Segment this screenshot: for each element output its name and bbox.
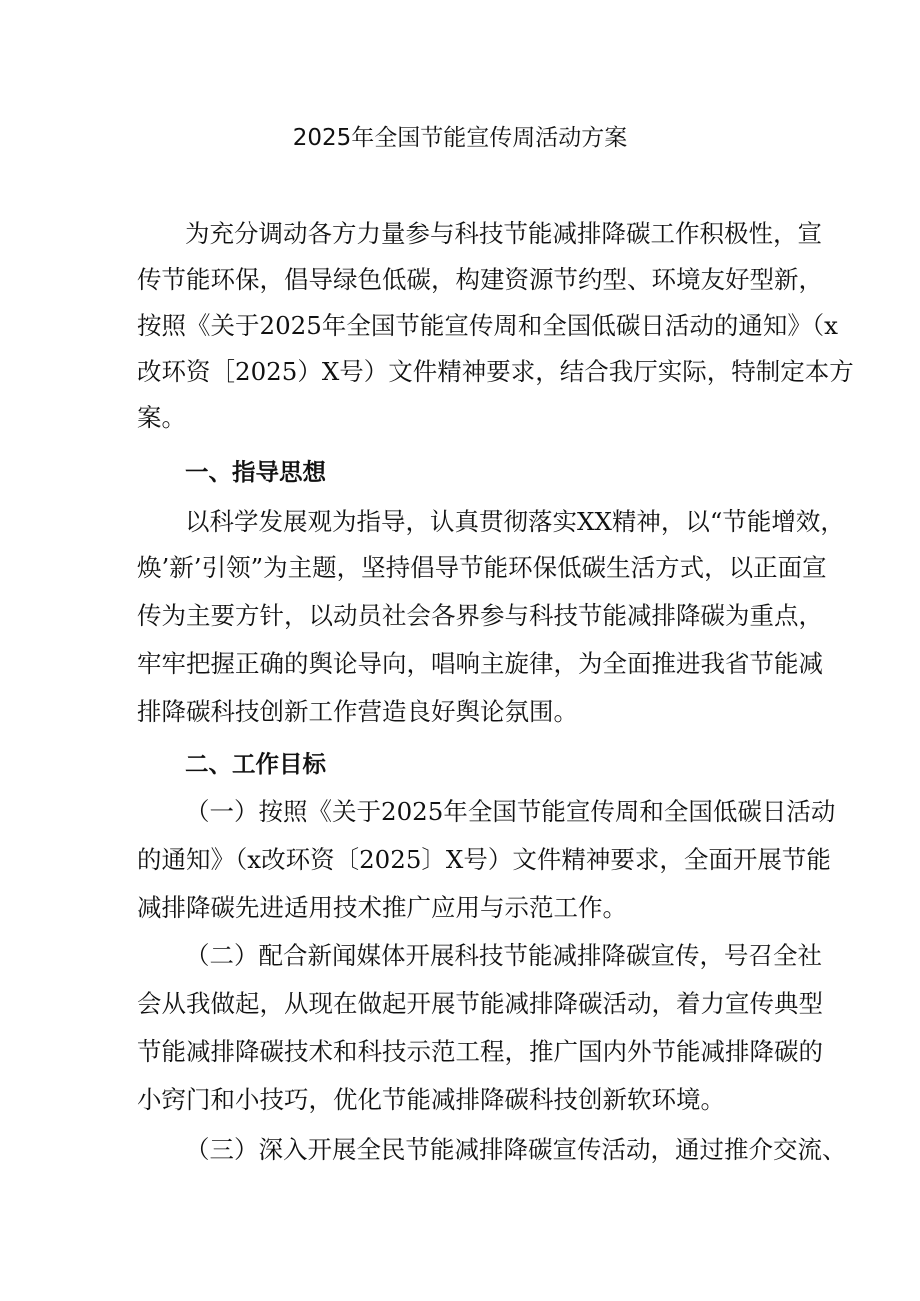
paragraph-line: 牢牢把握正确的舆论导向，唱响主旋律，为全面推进我省节能减	[137, 649, 823, 678]
paragraph-line: 的通知》（x改环资〔2025〕X号）文件精神要求，全面开展节能	[137, 845, 831, 874]
intro-line: 改环资［2025）X号）文件精神要求，结合我厅实际，特制定本方	[137, 357, 854, 386]
section-heading: 二、工作目标	[185, 750, 326, 778]
paragraph-line: 节能减排降碳技术和科技示范工程，推广国内外节能减排降碳的	[137, 1037, 823, 1066]
paragraph-line: 小窍门和小技巧，优化节能减排降碳科技创新软环境。	[137, 1085, 725, 1114]
paragraph-line: 减排降碳先进适用技术推广应用与示范工作。	[137, 893, 627, 922]
paragraph-line: 以科学发展观为指导，认真贯彻落实XX精神，以“节能增效，	[185, 507, 845, 536]
document-title: 2025年全国节能宣传周活动方案	[292, 125, 628, 151]
section-heading: 一、指导思想	[185, 458, 326, 486]
intro-line: 为充分调动各方力量参与科技节能减排降碳工作积极性，宣	[185, 219, 822, 248]
paragraph-line: 会从我做起，从现在做起开展节能减排降碳活动，着力宣传典型	[137, 989, 823, 1018]
paragraph-line: （一）按照《关于2025年全国节能宣传周和全国低碳日活动	[185, 797, 836, 826]
paragraph-line: 焕’新’引领”为主题，坚持倡导节能环保低碳生活方式，以正面宣	[137, 553, 827, 582]
paragraph-line: （三）深入开展全民节能减排降碳宣传活动，通过推介交流、	[185, 1135, 847, 1164]
paragraph-line: （二）配合新闻媒体开展科技节能减排降碳宣传，号召全社	[185, 941, 822, 970]
intro-line: 传节能环保，倡导绿色低碳，构建资源节约型、环境友好型新，	[137, 265, 823, 294]
intro-line: 案。	[137, 403, 186, 432]
intro-line: 按照《关于2025年全国节能宣传周和全国低碳日活动的通知》（x	[137, 311, 838, 340]
paragraph-line: 传为主要方针，以动员社会各界参与科技节能减排降碳为重点，	[137, 601, 823, 630]
paragraph-line: 排降碳科技创新工作营造良好舆论氛围。	[137, 697, 578, 726]
